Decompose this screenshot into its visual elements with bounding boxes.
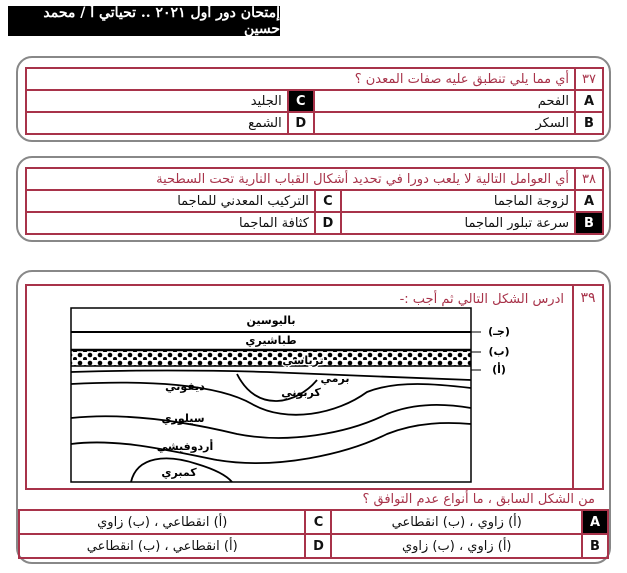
layer-label-permian: برمي (320, 372, 350, 385)
question-stem: أي مما يلي تنطبق عليه صفات المعدن ؟ (26, 68, 575, 90)
question-stem: ادرس الشكل التالي ثم أجب :- (399, 292, 564, 307)
layer-label-silurian: سيلوري (161, 412, 205, 425)
option-c-text[interactable]: الجليد (26, 90, 288, 112)
question-37-table (25, 67, 604, 135)
layer-label-carboniferous: كربوني (281, 386, 321, 399)
layer-label-paleocene: باليوسين (246, 314, 296, 327)
option-letter-c[interactable]: C (305, 510, 331, 534)
option-d-text[interactable]: (أ) انقطاعي ، (ب) انقطاعي (19, 534, 305, 558)
marker-label-b: (ب) (488, 345, 510, 358)
question-38-table (25, 167, 604, 235)
marker-label-a: (أ) (492, 363, 506, 376)
option-letter-d[interactable]: D (315, 212, 341, 234)
option-letter-d[interactable]: D (288, 112, 314, 134)
option-d-text[interactable]: الشمع (26, 112, 288, 134)
exam-title: إمتحان دور أول ٢٠٢١ .. تحياتي أ / محمد حسين (8, 6, 280, 36)
option-letter-c[interactable]: C (288, 90, 314, 112)
option-a-text[interactable]: (أ) زاوي ، (ب) انقطاعي (331, 510, 582, 534)
option-letter-b[interactable]: B (575, 212, 603, 234)
marker-label-c: (جـ) (488, 325, 510, 338)
sub-question: من الشكل السابق ، ما أنواع عدم التوافق ؟ (362, 492, 595, 507)
option-letter-c[interactable]: C (315, 190, 341, 212)
option-c-text[interactable]: التركيب المعدني للماجما (26, 190, 315, 212)
option-b-text[interactable]: سرعة تبلور الماجما (341, 212, 575, 234)
conglomerate-band (71, 350, 471, 366)
layer-label-cambrian: كمبري (161, 466, 197, 479)
option-letter-a[interactable]: A (582, 510, 608, 534)
layer-label-triassic: ترياسي (282, 354, 324, 367)
option-letter-d[interactable]: D (305, 534, 331, 558)
question-number: ٣٩ (572, 286, 602, 488)
geologic-cross-section-figure (67, 304, 543, 488)
question-number: ٣٧ (575, 68, 603, 90)
option-letter-a[interactable]: A (575, 90, 603, 112)
question-number: ٣٨ (575, 168, 603, 190)
option-c-text[interactable]: (أ) انقطاعي ، (ب) زاوي (19, 510, 305, 534)
question-39-options (18, 509, 609, 559)
question-39-box (25, 284, 604, 490)
option-letter-b[interactable]: B (582, 534, 608, 558)
option-b-text[interactable]: السكر (314, 112, 575, 134)
layer-label-devonian: ديفوني (165, 380, 205, 393)
option-b-text[interactable]: (أ) زاوي ، (ب) زاوي (331, 534, 582, 558)
option-a-text[interactable]: الفحم (314, 90, 575, 112)
option-letter-a[interactable]: A (575, 190, 603, 212)
question-38-card (16, 156, 611, 242)
option-letter-b[interactable]: B (575, 112, 603, 134)
question-39-card (16, 270, 611, 564)
question-37-card (16, 56, 611, 142)
layer-label-cretaceous: طباشيري (245, 334, 297, 347)
option-a-text[interactable]: لزوجة الماجما (341, 190, 575, 212)
option-d-text[interactable]: كثافة الماجما (26, 212, 315, 234)
question-stem: أي العوامل التالية لا يلعب دورا في تحديد أشكال القباب النارية تحت السطحية (26, 168, 575, 190)
layer-label-ordovician: أردوفيشي (156, 440, 214, 453)
